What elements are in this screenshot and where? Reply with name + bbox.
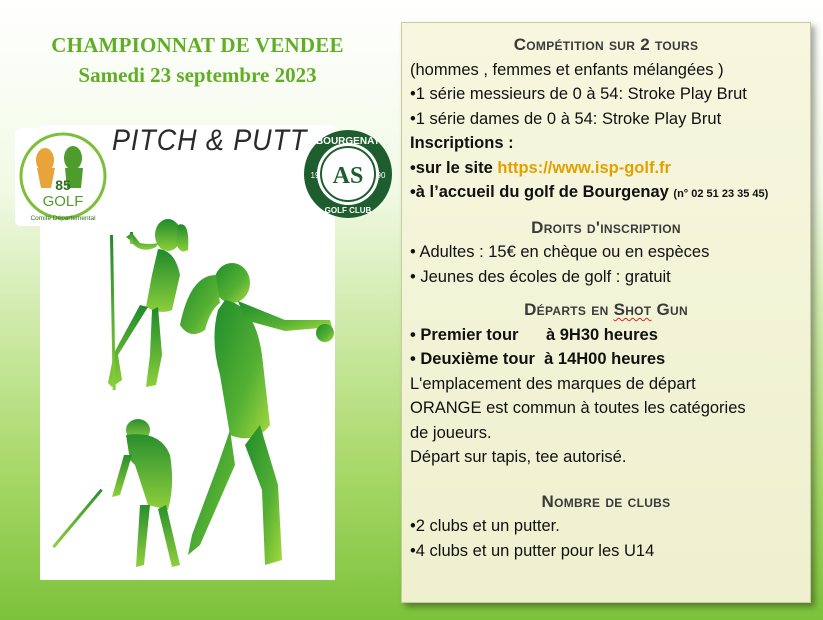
accueil-line: •à l’accueil du golf de Bourgenay (n° 02 51 23 35 45) xyxy=(410,183,769,201)
info-panel xyxy=(401,22,811,603)
logo-year-left: 19 xyxy=(310,171,320,180)
tee-info-line-4: Départ sur tapis, tee autorisé. xyxy=(410,448,627,466)
female-golfer-figure xyxy=(108,219,188,390)
series-women-line: •1 série dames de 0 à 54: Stroke Play Brut xyxy=(410,109,722,128)
pitch-and-putt-brand: PITCH & PUTT xyxy=(112,124,308,157)
tee-info-line-3: de joueurs. xyxy=(410,423,492,442)
fee-youth-line: • Jeunes des écoles de golf : gratuit xyxy=(410,267,671,286)
departs-heading: Départs en Shot Gun xyxy=(524,300,688,319)
registration-link[interactable]: https://www.isp-golf.fr xyxy=(497,158,671,177)
fee-adults-line: • Adultes : 15€ en chèque ou en espèces xyxy=(410,243,710,261)
phone-number: (n° 02 51 23 35 45) xyxy=(673,188,769,200)
logo-golf-word: GOLF xyxy=(42,193,84,210)
site-line: •sur le site https://www.isp-golf.fr xyxy=(410,158,671,177)
participants-line: (hommes , femmes et enfants mélangées ) xyxy=(410,60,724,79)
tee-info-line-1: L'emplacement des marques de départ xyxy=(410,374,696,393)
logo-number: 85 xyxy=(55,177,71,193)
droits-heading: Droits d'inscription xyxy=(531,217,681,237)
clubs-line-2: •4 clubs et un putter pour les U14 xyxy=(410,541,655,560)
event-date: Samedi 23 septembre 2023 xyxy=(78,63,317,87)
competition-heading: Compétition sur 2 tours xyxy=(513,35,699,54)
logo-golf-club: GOLF CLUB xyxy=(324,206,372,215)
logo-year-right: 90 xyxy=(376,171,386,180)
clubs-line-1: •2 clubs et un putter. xyxy=(410,517,560,535)
bourgenay-golf-club-logo xyxy=(302,128,394,220)
comite-departemental-logo xyxy=(15,128,111,226)
first-round-line: • Premier tour à 9H30 heures xyxy=(410,325,658,344)
logo-comite-text: Comité Départemental xyxy=(30,215,96,222)
putting-golfer-figure xyxy=(52,419,180,567)
logo-club-name: BOURGENAY xyxy=(315,136,381,147)
inscriptions-label: Inscriptions : xyxy=(410,134,514,152)
second-round-line: • Deuxième tour à 14H00 heures xyxy=(410,350,666,368)
event-title: CHAMPIONNAT DE VENDEE xyxy=(51,33,344,57)
series-men-line: •1 série messieurs de 0 à 54: Stroke Play Brut xyxy=(410,85,747,103)
logo-initials: AS xyxy=(332,163,364,189)
clubs-heading: Nombre de clubs xyxy=(541,491,671,511)
tee-info-line-2: ORANGE est commun à toutes les catégories xyxy=(410,399,746,417)
male-golfer-figure xyxy=(180,263,334,565)
